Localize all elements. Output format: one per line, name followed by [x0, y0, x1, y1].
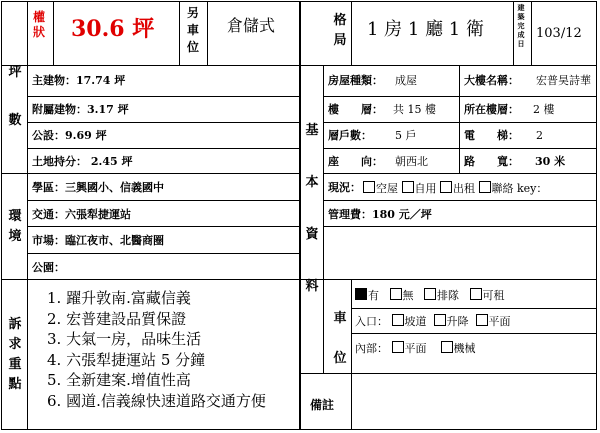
env-row-3	[27, 253, 299, 254]
status-option-label: 出租	[453, 182, 475, 195]
parking-option-label: 排隊	[437, 289, 459, 302]
parking-option-label: 機械	[453, 342, 476, 355]
env-row-2	[27, 226, 299, 227]
pitch-item: 1. 躍升敦南.富藏信義	[47, 289, 191, 307]
units-label: 層戶數：	[328, 129, 372, 142]
basic-row-3	[323, 148, 597, 149]
road-value: 30 米	[535, 155, 566, 168]
top-v2	[179, 1, 180, 65]
elevator-label: 電 梯：	[464, 129, 519, 142]
floors-value: 共 15 樓	[393, 103, 436, 116]
parking-section-label: 車位	[333, 311, 347, 366]
status-option-label: 自用	[414, 182, 437, 195]
layout-value: 1 房 1 廳 1 衛	[367, 19, 484, 40]
status-checkbox[interactable]	[479, 181, 491, 193]
parking-option-label: 平面	[404, 342, 427, 355]
status-checkbox[interactable]	[440, 181, 452, 193]
area-row-2	[27, 122, 299, 123]
facing-value: 朝西北	[395, 155, 428, 168]
parking-no-checkbox[interactable]	[390, 288, 402, 300]
status-checkbox[interactable]	[402, 181, 414, 193]
elevator-value: 2	[536, 129, 543, 142]
area-row-3	[27, 148, 299, 149]
area-common: 公設：9.69 坪	[32, 129, 107, 142]
pitch-item: 5. 全新建案.增值性高	[47, 371, 191, 389]
units-value: 5 戶	[395, 129, 417, 142]
top-v6	[531, 1, 532, 65]
building-name-value: 宏普昊詩華	[536, 74, 591, 87]
parking-yes-checkbox[interactable]	[355, 288, 367, 300]
price-label: 權狀	[32, 10, 45, 39]
basic-section-label: 基本資料	[305, 123, 319, 294]
basic-col-divider	[459, 65, 460, 173]
pitch-item: 4. 六張犁捷運站 5 分鐘	[47, 350, 206, 369]
layout-label: 格局	[333, 13, 347, 48]
env-bottom	[1, 279, 299, 280]
inner-flat-checkbox[interactable]	[392, 341, 404, 353]
basic-row-4	[323, 173, 597, 174]
entry-lift-checkbox[interactable]	[434, 314, 446, 326]
facing-label: 座 向：	[328, 155, 383, 168]
top-v1	[53, 1, 54, 65]
basic-row-2	[323, 122, 597, 123]
status-label: 現況：	[328, 181, 361, 194]
basic-row-6	[323, 226, 597, 227]
status-option-label: 聯絡 key：	[491, 182, 548, 195]
area-land: 土地持分： 2.45 坪	[32, 155, 133, 168]
area-aux: 附屬建物：3.17 坪	[32, 103, 129, 116]
built-date-label: 建築完成日	[517, 3, 525, 48]
env-school: 學區：三興國小、信義國中	[32, 181, 164, 194]
top-v4	[351, 1, 352, 65]
parking-option-label: 坡道	[404, 315, 427, 328]
entry-ramp-checkbox[interactable]	[392, 314, 404, 326]
env-section-label: 環境	[8, 209, 22, 244]
remark-label-divider	[351, 373, 352, 430]
basic-row-5	[323, 200, 597, 201]
inner-mech-checkbox[interactable]	[441, 341, 453, 353]
built-date-value: 103/12	[536, 26, 582, 41]
building-name-label: 大樓名稱：	[464, 74, 519, 87]
parking-entry-label: 入口：	[355, 315, 388, 328]
env-market: 市場：臨江夜市、北醫商圈	[32, 234, 164, 247]
road-label: 路 寬：	[464, 155, 519, 168]
parking-entry-row	[355, 314, 511, 329]
env-row-1	[27, 200, 299, 201]
area-section-label: 坪數	[8, 65, 22, 128]
parking-option-label: 無	[402, 289, 414, 302]
area-bottom	[1, 173, 299, 174]
parking-label-divider	[351, 279, 352, 373]
parking-option-label: 可租	[482, 289, 505, 302]
status-options	[363, 181, 547, 196]
parking-option-label: 升降	[446, 315, 469, 328]
parking-rent-checkbox[interactable]	[470, 288, 482, 300]
area-main: 主建物：17.74 坪	[32, 74, 126, 87]
status-checkbox[interactable]	[363, 181, 375, 193]
parking-queue-checkbox[interactable]	[424, 288, 436, 300]
price-value: 30.6 坪	[71, 16, 155, 42]
parking-row-1	[351, 308, 597, 309]
house-type-value: 成屋	[395, 74, 417, 87]
entry-flat-checkbox[interactable]	[476, 314, 488, 326]
basic-row-1	[323, 96, 597, 97]
basic-label-divider	[323, 65, 324, 373]
env-park: 公園：	[32, 261, 65, 274]
floors-label: 樓 層：	[328, 103, 383, 116]
parking-type-value: 倉儲式	[227, 16, 276, 35]
parking-row-2	[351, 333, 597, 334]
parking-option-label: 平面	[488, 315, 511, 328]
management-fee: 管理費：180 元／坪	[328, 208, 432, 221]
env-transit: 交通：六張犁捷運站	[32, 208, 131, 221]
top-row-bottom	[1, 65, 597, 66]
pitch-item: 3. 大氣一房，品味生活	[47, 330, 202, 348]
parking-inner-label: 內部：	[355, 342, 388, 355]
area-row-1	[27, 96, 299, 97]
basic-bottom	[301, 279, 597, 280]
house-type-label: 房屋種類：	[328, 74, 383, 87]
remark-label: 備註	[310, 398, 335, 412]
floor-at-label: 所在樓層：	[464, 103, 519, 116]
top-v3	[207, 1, 208, 65]
parking-options-row	[355, 288, 505, 303]
parking-extra-label: 另車位	[186, 6, 199, 54]
parking-inner-row	[355, 341, 476, 356]
parking-option-label: 有	[368, 289, 379, 302]
floor-at-value: 2 樓	[533, 103, 555, 116]
status-option-label: 空屋	[376, 182, 398, 195]
pitch-item: 2. 宏普建設品質保證	[47, 309, 187, 328]
property-info-sheet	[1, 1, 597, 431]
pitch-item: 6. 國道.信義線快速道路交通方便	[47, 391, 266, 410]
pitch-section-label: 訴求重點	[8, 317, 22, 392]
pitch-list	[47, 288, 266, 411]
top-v5	[513, 1, 514, 65]
